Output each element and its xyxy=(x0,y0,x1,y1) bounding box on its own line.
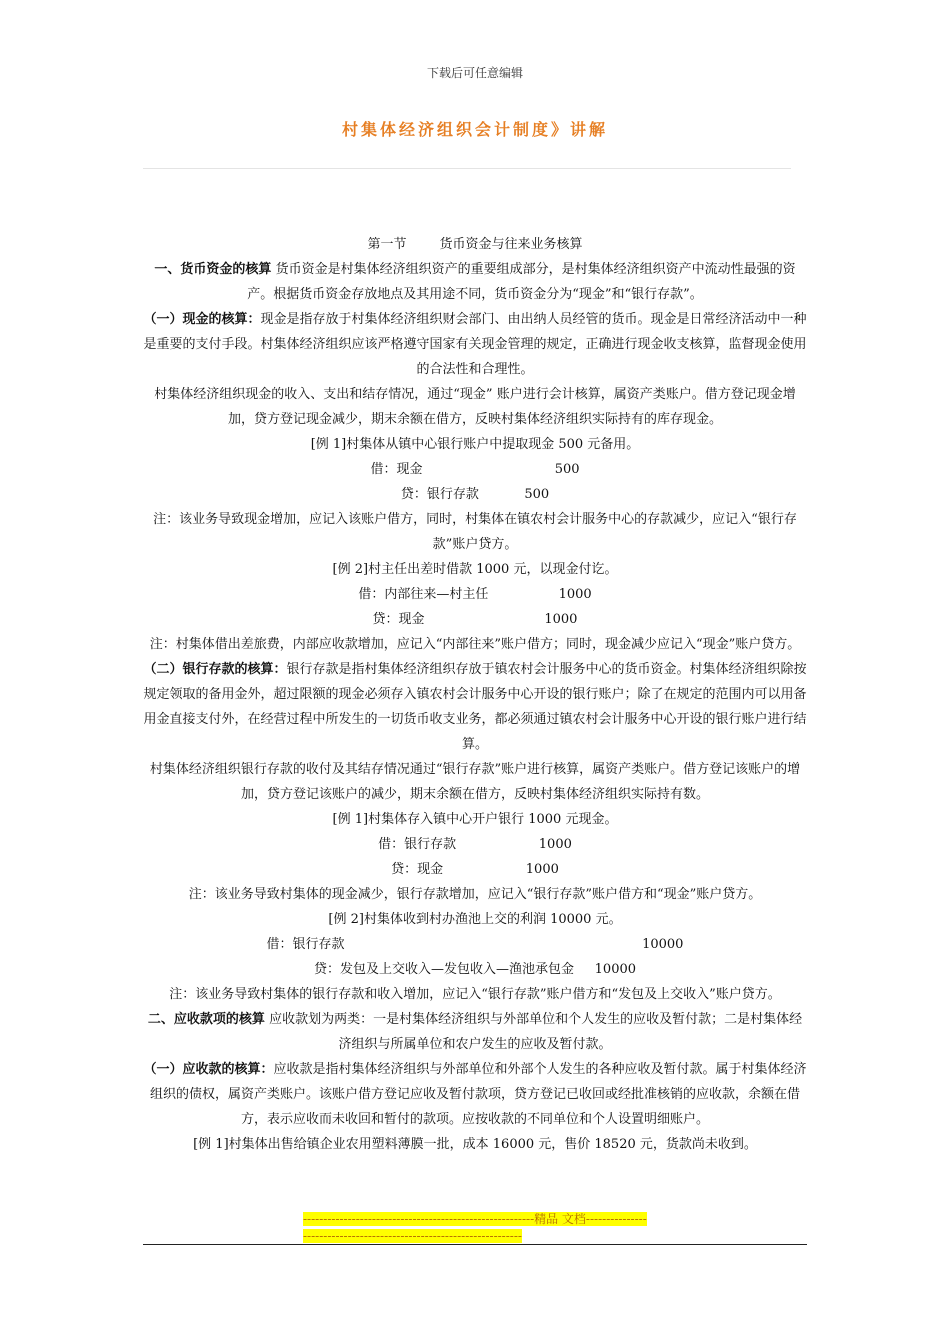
entry-debit: 借：现金 500 xyxy=(370,462,580,477)
entry-credit: 贷：现金 1000 xyxy=(391,862,559,877)
paragraph-text: 应收款是指村集体经济组织与外部单位和外部个人发生的各种应收及暂付款。属于村集体经济组织的债权，属资产类账户。该账户借方登记应收及暂付款项，贷方登记已收回或经批准核销的应收款，余额在借方，表示应收而未收回和暂付的款项。应按收款的不同单位和个人设置明细账户。 xyxy=(149,1062,807,1127)
paragraph-receivables xyxy=(143,1007,807,1057)
heading-receivables: 二、应收款项的核算 xyxy=(147,1012,265,1027)
heading-cash: （一）现金的核算： xyxy=(143,312,261,327)
title-divider xyxy=(143,168,791,169)
entry-credit: 贷：银行存款 500 xyxy=(400,487,550,502)
footer-watermark xyxy=(303,1211,648,1245)
example-5: [例 1]村集体出售给镇企业农用塑料薄膜一批，成本 16000 元，售价 18520 元，货款尚未收到。 xyxy=(193,1137,757,1152)
paragraph-cash-account: 村集体经济组织现金的收入、支出和结存情况，通过“现金” 账户进行会计核算，属资产类账户。借方登记现金增加，贷方登记现金减少，期末余额在借方，反映村集体经济组织实际持有的库存现金。 xyxy=(154,387,796,427)
bottom-divider xyxy=(143,1244,807,1245)
example-1: [例 1]村集体从镇中心银行账户中提取现金 500 元备用。 xyxy=(310,437,640,452)
document-body xyxy=(143,232,807,1157)
header-note: 下载后可任意编辑 xyxy=(426,66,523,80)
example-4: [例 2]村集体收到村办渔池上交的利润 10000 元。 xyxy=(328,912,622,927)
paragraph-text: 银行存款是指村集体经济组织存放于镇农村会计服务中心的货币资金。村集体经济组织除按规定领取的备用金外，超过限额的现金必须存入镇农村会计服务中心开设的银行账户；除了在规定的范围内可以用备用金直接支付外，在经营过程中所发生的一切货币收支业务，都必须通过镇农村会计服务中心开设的银行账户进行结算。 xyxy=(143,662,807,752)
example-2: [例 2]村主任出差时借款 1000 元，以现金付讫。 xyxy=(332,562,618,577)
paragraph-bank-deposit xyxy=(143,657,807,757)
heading-monetary-funds: 一、货币资金的核算 xyxy=(154,262,272,277)
example-3: [例 1]村集体存入镇中心开户银行 1000 元现金。 xyxy=(332,812,618,827)
entry-debit: 借：银行存款 10000 xyxy=(266,937,684,952)
paragraph-receivable-accounting xyxy=(143,1057,807,1132)
entry-credit: 贷：发包及上交收入—发包收入—渔池承包金 10000 xyxy=(313,962,637,977)
paragraph-text: 现金是指存放于村集体经济组织财会部门、由出纳人员经管的货币。现金是日常经济活动中一种是重要的支付手段。村集体经济组织应该严格遵守国家有关现金管理的规定，正确进行现金收支核算，监督现金使用的合法性和合理性。 xyxy=(143,312,807,377)
footer-text: ---------------------------------------------------------精品 文档--------------------------------------------------------------------- xyxy=(303,1212,647,1243)
heading-bank-deposit: （二）银行存款的核算： xyxy=(143,662,287,677)
entry-credit: 贷：现金 1000 xyxy=(372,612,578,627)
section-heading: 第一节 货币资金与往来业务核算 xyxy=(367,237,583,252)
example-note: 注：该业务导致现金增加，应记入该账户借方，同时，村集体在镇农村会计服务中心的存款减少，应记入“银行存款”账户贷方。 xyxy=(153,512,797,552)
paragraph-bank-account: 村集体经济组织银行存款的收付及其结存情况通过“银行存款”账户进行核算，属资产类账户。借方登记该账户的增加，贷方登记该账户的减少，期末余额在借方，反映村集体经济组织实际持有数。 xyxy=(149,762,801,802)
paragraph-cash-accounting xyxy=(143,307,807,382)
paragraph-text: 货币资金是村集体经济组织资产的重要组成部分，是村集体经济组织资产中流动性最强的资产。根据货币资金存放地点及其用途不同，货币资金分为“现金”和“银行存款”。 xyxy=(247,262,796,302)
paragraph-text: 应收款划为两类：一是村集体经济组织与外部单位和个人发生的应收及暂付款；二是村集体经济组织与所属单位和农户发生的应收及暂付款。 xyxy=(264,1012,803,1052)
example-note: 注：村集体借出差旅费，内部应收款增加，应记入“内部往来”账户借方；同时，现金减少应记入“现金”账户贷方。 xyxy=(149,637,801,652)
entry-debit: 借：内部往来—村主任 1000 xyxy=(358,587,592,602)
example-note: 注：该业务导致村集体的现金减少，银行存款增加，应记入“银行存款”账户借方和“现金”账户贷方。 xyxy=(188,887,762,902)
document-title: 村集体经济组织会计制度》讲解 xyxy=(341,120,608,139)
paragraph-cash-assets xyxy=(143,257,807,307)
example-note: 注：该业务导致村集体的银行存款和收入增加，应记入“银行存款”账户借方和“发包及上交收入”账户贷方。 xyxy=(169,987,781,1002)
heading-receivable: （一）应收款的核算： xyxy=(143,1062,274,1077)
entry-debit: 借：银行存款 1000 xyxy=(378,837,572,852)
